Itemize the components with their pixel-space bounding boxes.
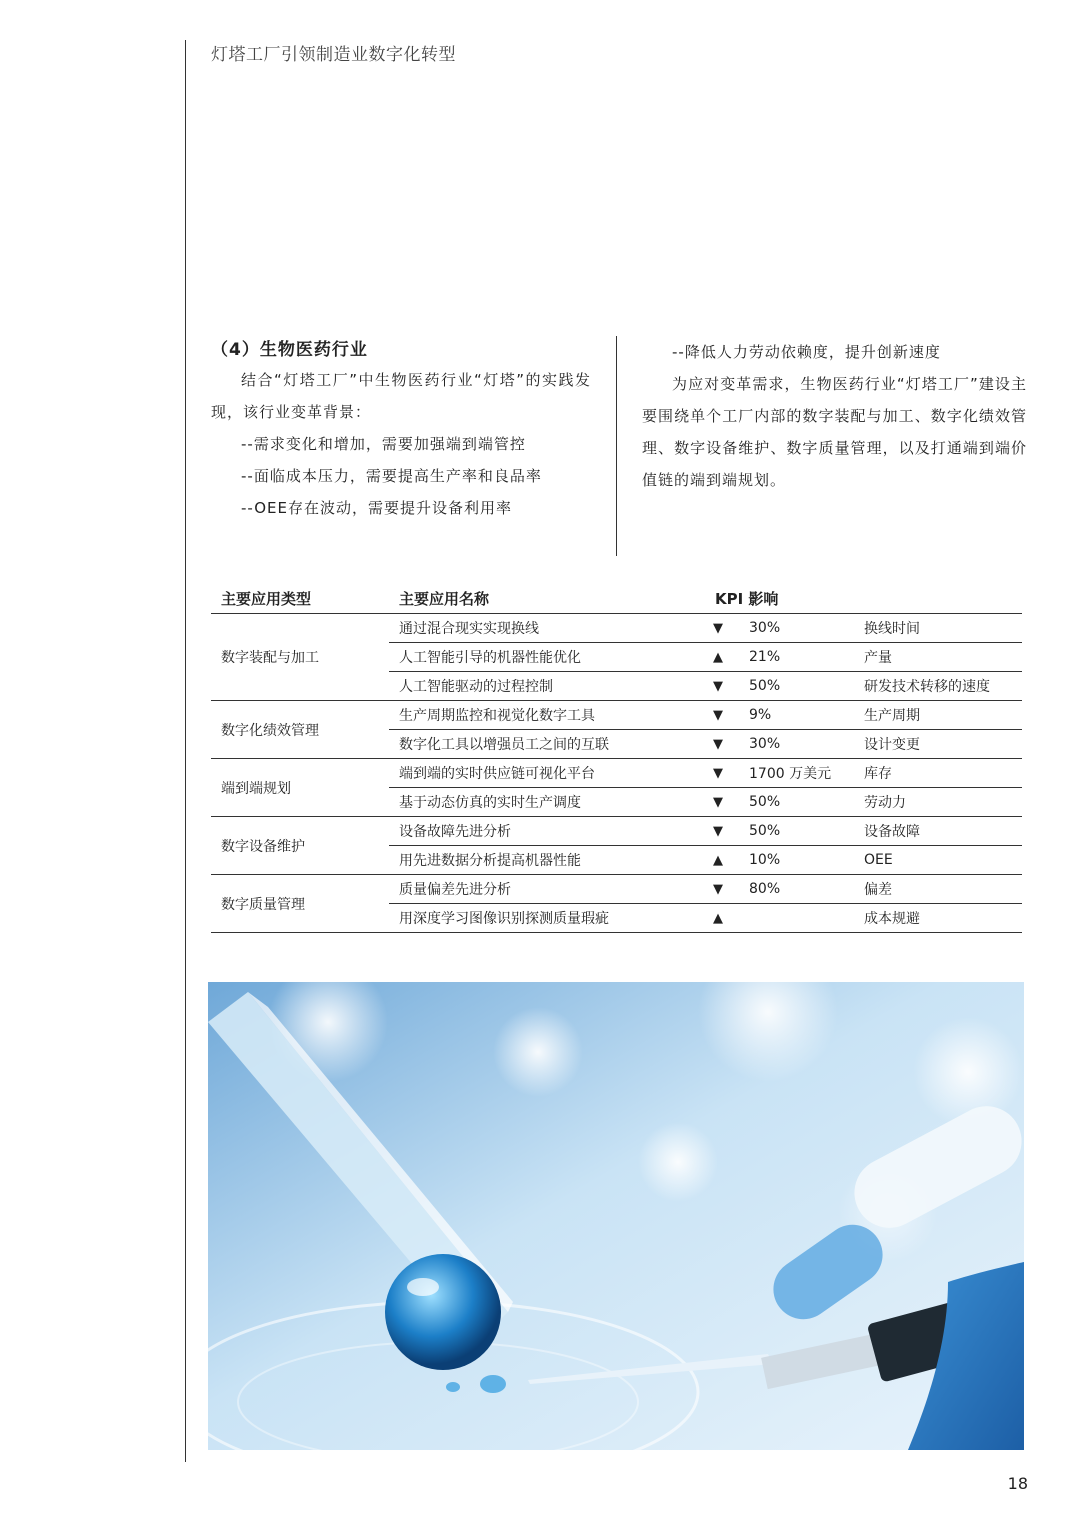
kpi-direction-cell: ▼ (705, 817, 739, 846)
table-header-row (211, 583, 1022, 614)
table-row (211, 817, 1022, 846)
kpi-value-cell: 50% (739, 788, 854, 817)
kpi-metric-cell: 设备故障 (854, 817, 1022, 846)
kpi-metric-cell: 偏差 (854, 875, 1022, 904)
application-name-cell: 用先进数据分析提高机器性能 (389, 846, 705, 875)
table-row (211, 614, 1022, 643)
kpi-direction-cell: ▼ (705, 875, 739, 904)
kpi-value-cell: 80% (739, 875, 854, 904)
kpi-metric-cell: 生产周期 (854, 701, 1022, 730)
kpi-direction-cell: ▼ (705, 672, 739, 701)
application-name-cell: 人工智能引导的机器性能优化 (389, 643, 705, 672)
kpi-metric-cell: 成本规避 (854, 904, 1022, 933)
conclusion-paragraph: 为应对变革需求，生物医药行业“灯塔工厂”建设主要围绕单个工厂内部的数字装配与加工、数字化绩效管理、数字设备维护、数字质量管理，以及打通端到端价值链的端到端规划。 (642, 375, 1027, 489)
text-column-right (642, 336, 1027, 496)
kpi-direction-cell: ▲ (705, 846, 739, 875)
application-type-cell: 数字装配与加工 (211, 614, 389, 701)
application-name-cell: 数字化工具以增强员工之间的互联 (389, 730, 705, 759)
kpi-value-cell: 30% (739, 730, 854, 759)
kpi-value-cell: 9% (739, 701, 854, 730)
running-header: 灯塔工厂引领制造业数字化转型 (211, 45, 456, 65)
application-type-cell: 端到端规划 (211, 759, 389, 817)
kpi-metric-cell: OEE (854, 846, 1022, 875)
header-name: 主要应用名称 (389, 583, 705, 614)
kpi-value-cell: 1700 万美元 (739, 759, 854, 788)
kpi-metric-cell: 产量 (854, 643, 1022, 672)
kpi-value-cell: 10% (739, 846, 854, 875)
bullet-item: --面临成本压力，需要提高生产率和良品率 (241, 467, 542, 485)
application-name-cell: 生产周期监控和视觉化数字工具 (389, 701, 705, 730)
header-kpi: KPI 影响 (705, 583, 1022, 614)
kpi-metric-cell: 研发技术转移的速度 (854, 672, 1022, 701)
kpi-metric-cell: 库存 (854, 759, 1022, 788)
application-type-cell: 数字设备维护 (211, 817, 389, 875)
section-title: （4）生物医药行业 (211, 340, 368, 360)
pipette-lab-image (208, 982, 1024, 1450)
application-name-cell: 端到端的实时供应链可视化平台 (389, 759, 705, 788)
column-divider (616, 336, 617, 556)
bullet-item: --OEE存在波动，需要提升设备利用率 (241, 499, 513, 517)
intro-paragraph: 结合“灯塔工厂”中生物医药行业“灯塔”的实践发现，该行业变革背景： (211, 371, 591, 421)
application-type-cell: 数字质量管理 (211, 875, 389, 933)
margin-rule (185, 40, 186, 1462)
application-name-cell: 用深度学习图像识别探测质量瑕疵 (389, 904, 705, 933)
kpi-table (211, 583, 1022, 933)
kpi-direction-cell: ▲ (705, 904, 739, 933)
table-row (211, 875, 1022, 904)
kpi-metric-cell: 换线时间 (854, 614, 1022, 643)
bullet-item: --降低人力劳动依赖度，提升创新速度 (672, 343, 941, 361)
application-name-cell: 设备故障先进分析 (389, 817, 705, 846)
kpi-direction-cell: ▼ (705, 788, 739, 817)
application-type-cell: 数字化绩效管理 (211, 701, 389, 759)
kpi-metric-cell: 劳动力 (854, 788, 1022, 817)
kpi-value-cell: 30% (739, 614, 854, 643)
application-name-cell: 人工智能驱动的过程控制 (389, 672, 705, 701)
kpi-direction-cell: ▲ (705, 643, 739, 672)
application-name-cell: 基于动态仿真的实时生产调度 (389, 788, 705, 817)
application-name-cell: 质量偏差先进分析 (389, 875, 705, 904)
table-row (211, 701, 1022, 730)
table-row (211, 759, 1022, 788)
kpi-direction-cell: ▼ (705, 730, 739, 759)
text-column-left (211, 336, 591, 524)
bullet-item: --需求变化和增加，需要加强端到端管控 (241, 435, 526, 453)
kpi-direction-cell: ▼ (705, 759, 739, 788)
kpi-direction-cell: ▼ (705, 614, 739, 643)
header-type: 主要应用类型 (211, 583, 389, 614)
kpi-direction-cell: ▼ (705, 701, 739, 730)
kpi-value-cell: 50% (739, 672, 854, 701)
kpi-value-cell: 50% (739, 817, 854, 846)
page-number: 18 (1007, 1474, 1028, 1493)
kpi-value-cell: 21% (739, 643, 854, 672)
application-name-cell: 通过混合现实实现换线 (389, 614, 705, 643)
kpi-metric-cell: 设计变更 (854, 730, 1022, 759)
kpi-value-cell (739, 904, 854, 933)
lab-photo (208, 982, 1024, 1450)
